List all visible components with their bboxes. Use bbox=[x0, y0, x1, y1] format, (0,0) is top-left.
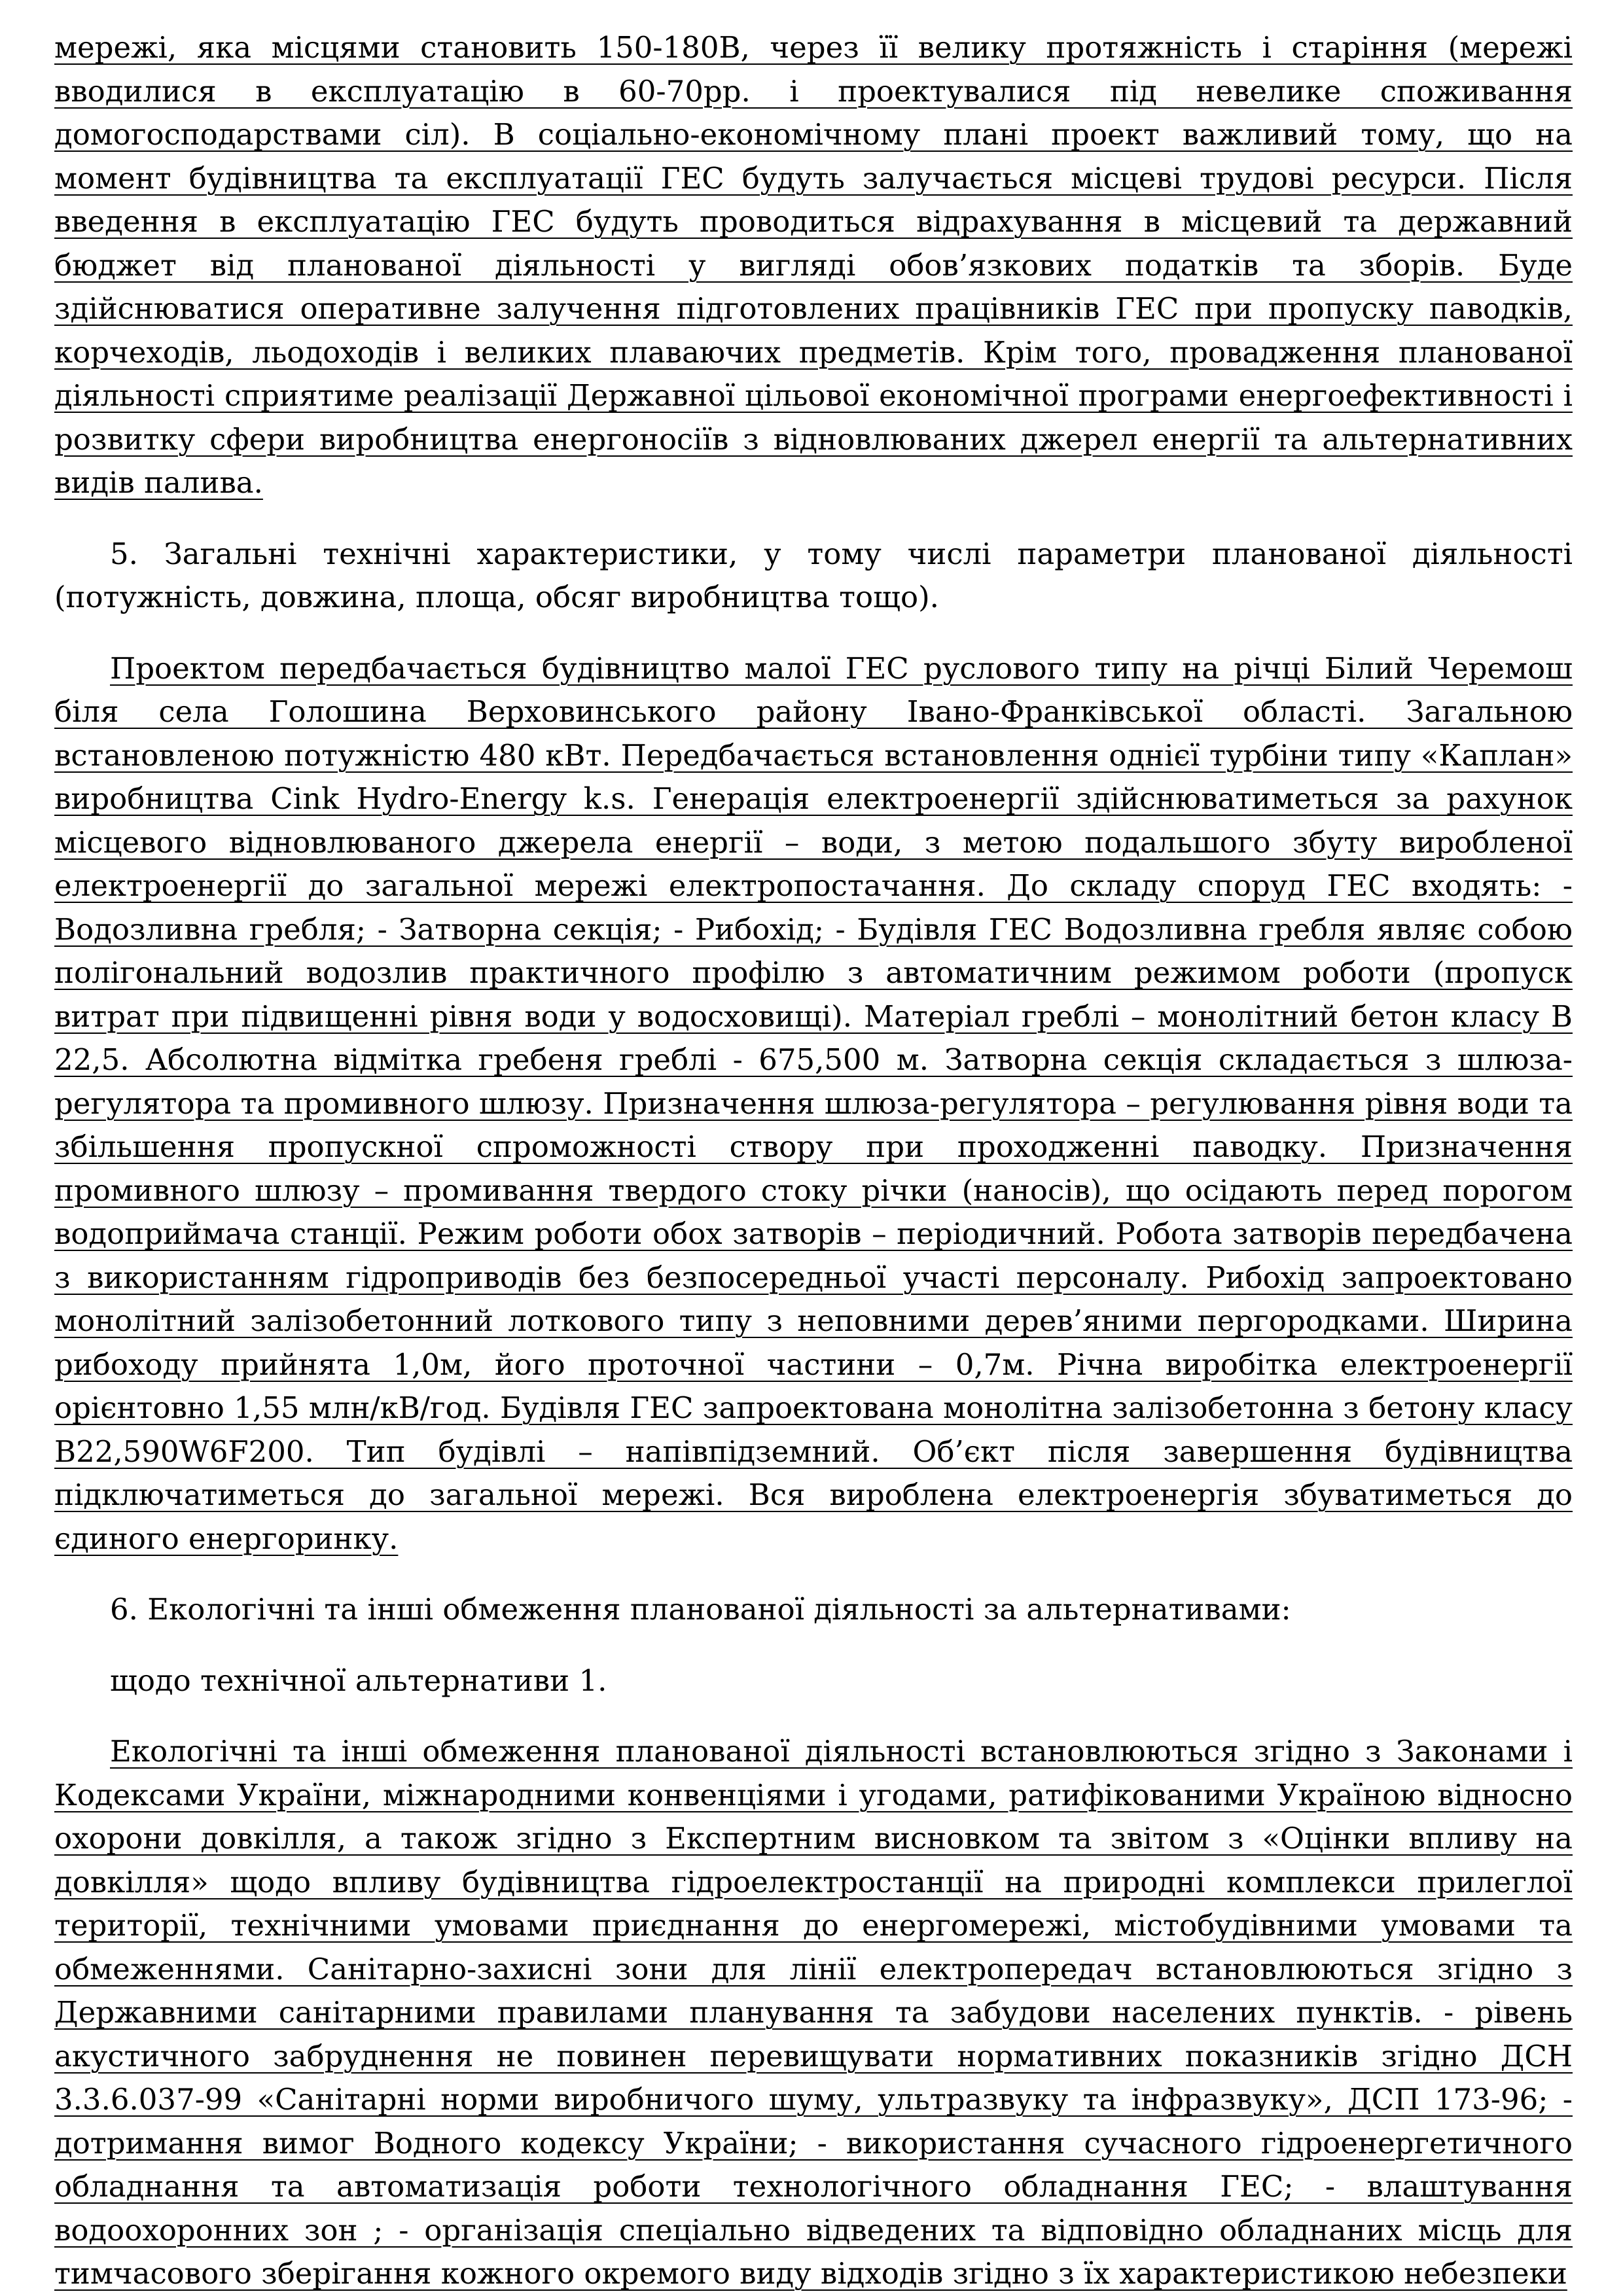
paragraph-technical-description-text: Проектом передбачається будівництво малої ГЕС руслового типу на річці Білий Черемош біля села Голошина Верховинського району Івано-Франківської області. Загальною встановленою потужністю 480 кВт. Передбачається встановлення однієї турбіни типу «Каплан» виробництва Cink Hydro-Energy k.s. Генерація електроенергії здійснюватиметься за рахунок місцевого відновлюваного джерела енергії – води, з метою подальшого збуту виробленої електроенергії до загальної мережі електропостачання. До складу споруд ГЕС входять: - Водозливна гребля; - Затворна секція; - Рибохід; - Будівля ГЕС Водозливна гребля являє собою полігональний водозлив практичного профілю з автоматичним режимом роботи (пропуск витрат при підвищенні рівня води у водосховищі). Матеріал греблі – монолітний бетон класу В 22,5. Абсолютна відмітка гребеня греблі - 675,500 м. Затворна секція складається з шлюза-регулятора та промивного шлюзу. Призначення шлюза-регулятора – регулювання рівня води та збільшення пропускної спроможності створу при проходженні паводку. Призначення промивного шлюзу – промивання твердого стоку річки (наносів), що осідають перед порогом водоприймача станції. Режим роботи обох затворів – періодичний. Робота затворів передбачена з використанням гідроприводів без безпосередньої участі персоналу. Рибохід запроектовано монолітний залізобетонний лоткового типу з неповними дерев’яними пергородками. Ширина рибоходу прийнята 1,0м, його проточної частини – 0,7м. Річна виробітка електроенергії орієнтовно 1,55 млн/кВ/год. Будівля ГЕС запроектована монолітна залізобетонна з бетону класу В22,590W6F200. Тип будівлі – напівпідземний. Об’єкт після завершення будівництва підключатиметься до загальної мережі. Вся вироблена електроенергія збуватиметься до єдиного енергоринку. bbox=[54, 650, 1573, 1556]
paragraph-ecological-restrictions-text: Екологічні та інші обмеження планованої діяльності встановлюються згідно з Законами і Кодексами України, міжнародними конвенціями і угодами, ратифікованими Україною відносно охорони довкілля, а також згідно з Експертним висновком та звітом з «Оцінки впливу на довкілля» щодо впливу будівництва гідроелектростанції на природні комплекси прилеглої території, технічними умовами приєднання до енергомережі, містобудівними умовами та обмеженнями. Санітарно-захисні зони для лінії електропередач встановлюються згідно з Державними санітарними правилами планування та забудови населених пунктів. - рівень акустичного забруднення не повинен перевищувати нормативних показників згідно ДСН 3.3.6.037-99 «Санітарні норми виробничого шуму, ультразвуку та інфразвуку», ДСП 173-96; - дотримання вимог Водного кодексу України; - використання сучасного гідроенергетичного обладнання та автоматизація роботи технологічного обладнання ГЕС; - влаштування водоохоронних зон ; - організація спеціально відведених та відповідно обладнаних місць для тимчасового зберігання кожного окремого виду відходів згідно з їх характеристикою небезпеки bbox=[54, 1734, 1573, 2291]
paragraph-technical-description bbox=[54, 647, 1573, 1561]
subheading-alternative-1: щодо технічної альтернативи 1. bbox=[110, 1663, 607, 1698]
paragraph-spacer bbox=[54, 620, 1573, 647]
paragraph-spacer bbox=[54, 1703, 1573, 1730]
paragraph-spacer bbox=[54, 1632, 1573, 1659]
paragraph-spacer bbox=[54, 1561, 1573, 1588]
heading-section-5: 5. Загальні технічні характеристики, у тому числі параметри планованої діяльності (потужність, довжина, площа, обсяг виробництва тощо). bbox=[54, 536, 1573, 614]
paragraph-spacer bbox=[54, 505, 1573, 533]
paragraph-social-economic-text: мережі, яка місцями становить 150-180В, через її велику протяжність і старіння (мережі вводилися в експлуатацію в 60-70рр. і проектувалися під невелике споживання домогосподарствами сіл). В соціально-економічному плані проект важливий тому, що на момент будівництва та експлуатації ГЕС будуть залучається місцеві трудові ресурси. Після введення в експлуатацію ГЕС будуть проводиться відрахування в місцевий та державний бюджет від планованої діяльності у вигляді обов’язкових податків та зборів. Буде здійснюватися оперативне залучення підготовлених працівників ГЕС при пропуску паводків, корчеходів, льодоходів і великих плаваючих предметів. Крім того, провадження планованої діяльності сприятиме реалізації Державної цільової економічної програми енергоефективності і розвитку сфери виробництва енергоносіїв з відновлюваних джерел енергії та альтернативних видів палива. bbox=[54, 30, 1573, 500]
paragraph-social-economic bbox=[54, 26, 1573, 505]
document-page bbox=[54, 26, 1573, 2296]
heading-section-6: 6. Екологічні та інші обмеження планованої діяльності за альтернативами: bbox=[110, 1592, 1291, 1627]
paragraph-ecological-restrictions bbox=[54, 1730, 1573, 2296]
